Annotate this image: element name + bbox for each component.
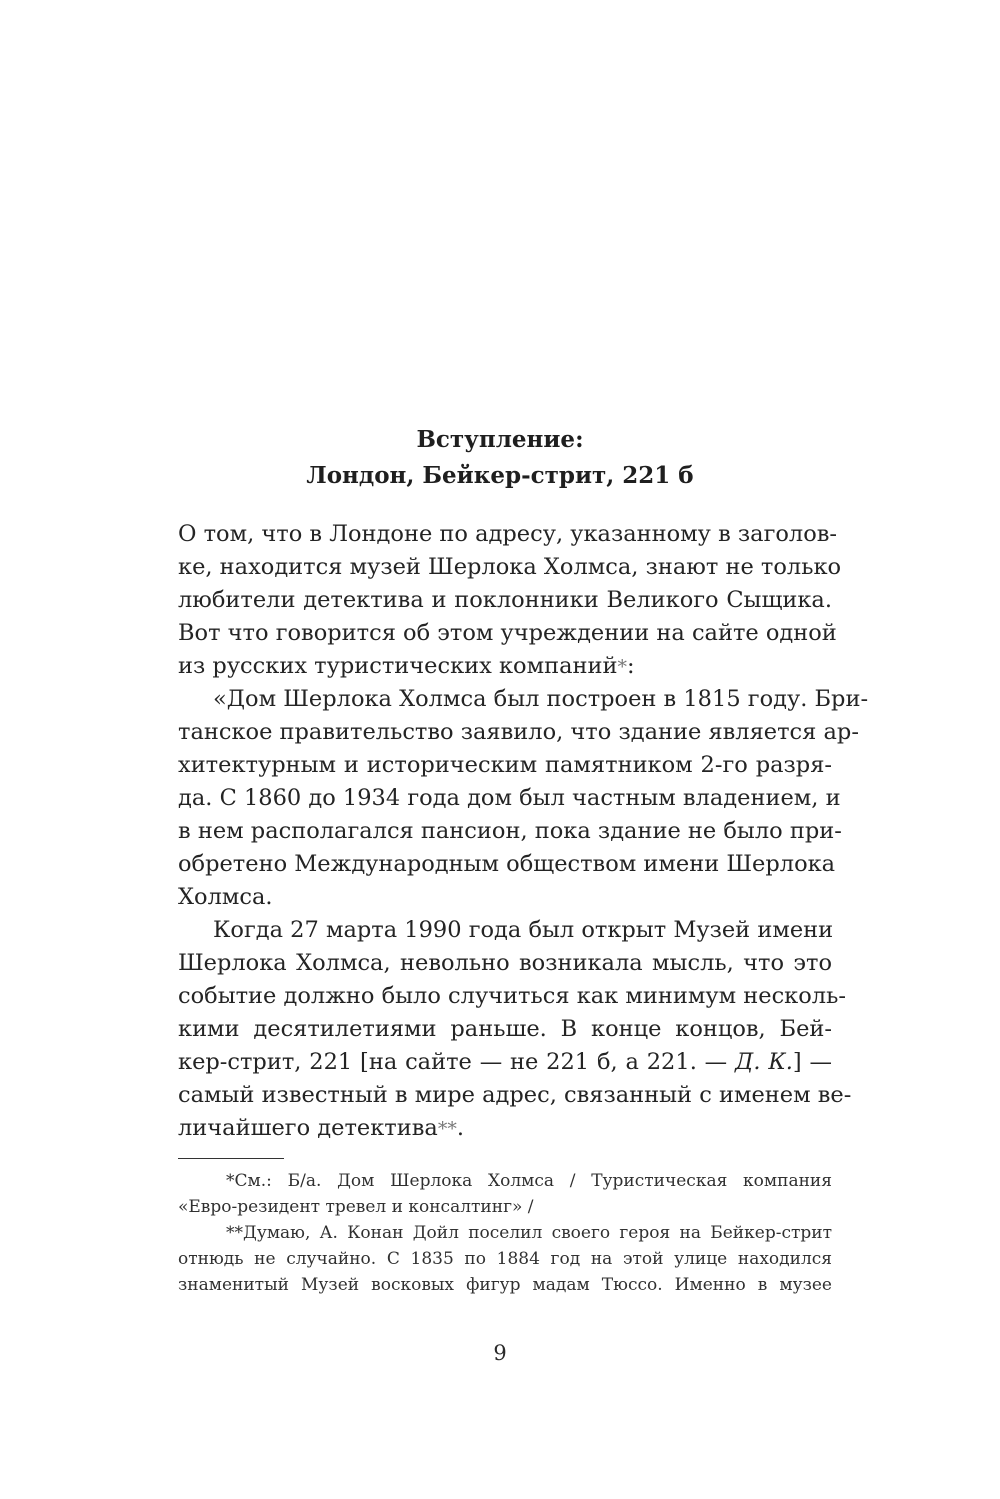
paragraph-3-line	[178, 1046, 832, 1078]
footnote-2-line: отнюдь не случайно. С 1835 по 1884 год на этой улице находился	[178, 1249, 832, 1269]
paragraph-1-line: О том, что в Лондоне по адресу, указанному в заголов-	[178, 521, 838, 547]
author-initials: Д. К.	[735, 1049, 793, 1075]
chapter-title-line-2: Лондон, Бейкер-стрит, 221 б	[306, 462, 694, 489]
paragraph-1-text: из русских туристических компаний	[178, 653, 618, 679]
paragraph-2-line: Холмса.	[178, 884, 273, 910]
footnote-divider	[178, 1158, 284, 1159]
paragraph-2-line: обретено Международным обществом имени Шерлока	[178, 851, 836, 877]
footnote-2-line: **Думаю, А. Конан Дойл поселил своего героя на Бейкер-стрит	[226, 1223, 832, 1243]
paragraph-2-line: танское правительство заявило, что здание является ар-	[178, 719, 859, 745]
paragraph-2-line: в нем располагался пансион, пока здание не было при-	[178, 818, 842, 844]
paragraph-2-line: «Дом Шерлока Холмса был построен в 1815 году. Бри-	[213, 686, 869, 712]
paragraph-3-period: .	[456, 1115, 464, 1141]
paragraph-3-line	[178, 1112, 832, 1144]
paragraph-1-line	[178, 650, 832, 682]
paragraph-3-text: кер-стрит, 221 [на сайте — не 221 б, а 221. —	[178, 1049, 736, 1075]
paragraph-1-line: Вот что говорится об этом учреждении на сайте одной	[178, 620, 837, 646]
paragraph-1-line: любители детектива и поклонники Великого Сыщика.	[178, 587, 832, 613]
paragraph-1-line: ке, находится музей Шерлока Холмса, знают не только	[178, 554, 842, 580]
page-number: 9	[493, 1341, 507, 1365]
footnote-mark-2: **	[437, 1118, 457, 1140]
paragraph-2-line: хитектурным и историческим памятником 2-го разря-	[178, 752, 832, 778]
footnote-1-line: *См.: Б/а. Дом Шерлока Холмса / Туристическая компания	[226, 1171, 832, 1191]
footnote-2-line: знаменитый Музей восковых фигур мадам Тюссо. Именно в музее	[178, 1275, 832, 1295]
paragraph-2-line: да. С 1860 до 1934 года дом был частным владением, и	[178, 785, 841, 811]
paragraph-3-line: событие должно было случиться как минимум несколь-	[178, 983, 846, 1009]
paragraph-3-text: ] —	[792, 1049, 833, 1075]
paragraph-1-colon: :	[627, 653, 635, 679]
paragraph-3-text: личайшего детектива	[178, 1115, 438, 1141]
paragraph-3-line: кими десятилетиями раньше. В конце концов, Бей-	[178, 1016, 832, 1042]
footnote-mark-1: *	[617, 656, 627, 678]
paragraph-3-line: Шерлока Холмса, невольно возникала мысль, что это	[178, 950, 832, 976]
footnote-1-line: «Евро-резидент тревел и консалтинг» /	[178, 1197, 534, 1217]
paragraph-3-line: самый известный в мире адрес, связанный с именем ве-	[178, 1082, 852, 1108]
chapter-title-line-1: Вступление:	[416, 426, 584, 453]
paragraph-3-line: Когда 27 марта 1990 года был открыт Музей имени	[213, 917, 834, 943]
